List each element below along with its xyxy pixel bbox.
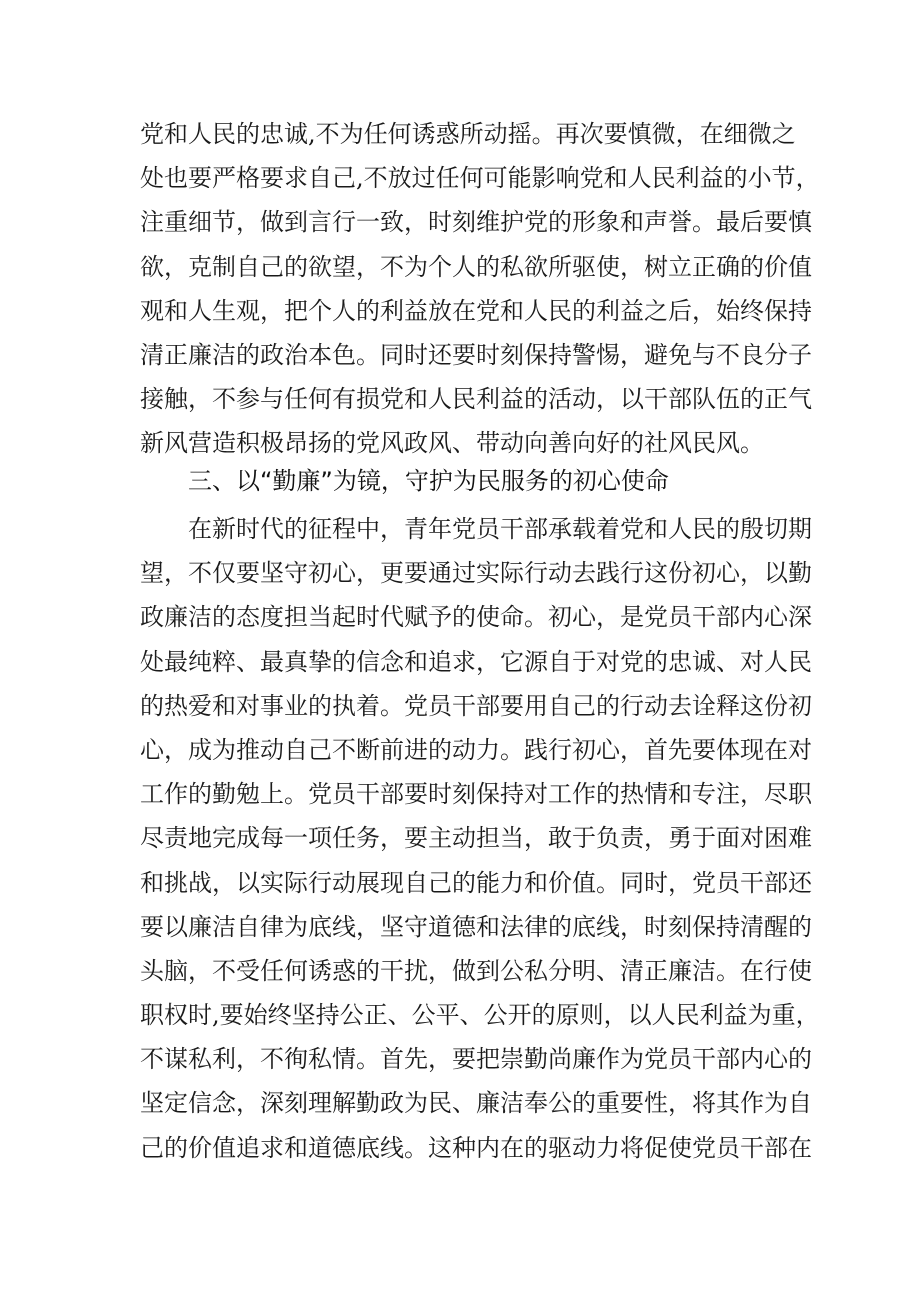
paragraph-line: 处也要严格要求自己,不放过任何可能影响党和人民利益的小节， [140, 164, 820, 193]
paragraph-line: 的热爱和对事业的执着。党员干部要用自己的行动去诠释这份初 [140, 691, 812, 720]
paragraph-line: 观和人生观，把个人的利益放在党和人民的利益之后，始终保持 [140, 296, 812, 325]
paragraph-line: 新风营造积极昂扬的党风政风、带动向善向好的社风民风。 [140, 429, 764, 458]
paragraph-line: 在新时代的征程中，青年党员干部承载着党和人民的殷切期 [188, 515, 812, 543]
paragraph-line: 接触，不参与任何有损党和人民利益的活动，以干部队伍的正气 [140, 385, 812, 414]
paragraph-line: 政廉洁的态度担当起时代赋予的使命。初心，是党员干部内心深 [140, 603, 812, 632]
paragraph-line: 职权时,要始终坚持公正、公平、公开的原则，以人民利益为重， [140, 1001, 820, 1030]
section-heading: 三、以“勤廉”为镜，守护为民服务的初心使命 [188, 467, 669, 495]
section-paragraph [140, 507, 820, 1170]
paragraph-line: 心，成为推动自己不断前进的动力。践行初心，首先要体现在对 [140, 735, 812, 764]
paragraph-line: 坚定信念，深刻理解勤政为民、廉洁奉公的重要性，将其作为自 [140, 1089, 812, 1118]
paragraph-line: 欲，克制自己的欲望，不为个人的私欲所驱使，树立正确的价值 [140, 252, 812, 281]
paragraph-line: 望，不仅要坚守初心，更要通过实际行动去践行这份初心，以勤 [140, 559, 812, 588]
paragraph-line: 党和人民的忠诚,不为任何诱惑所动摇。再次要慎微，在细微之 [140, 120, 796, 148]
paragraph-line: 己的价值追求和道德底线。这种内在的驱动力将促使党员干部在 [140, 1133, 812, 1162]
paragraph-line: 注重细节，做到言行一致，时刻维护党的形象和声誉。最后要慎 [140, 208, 812, 237]
paragraph-continuation [140, 112, 820, 466]
paragraph-line: 清正廉洁的政治本色。同时还要时刻保持警惕，避免与不良分子 [140, 340, 812, 369]
paragraph-line: 头脑，不受任何诱惑的干扰，做到公私分明、清正廉洁。在行使 [140, 956, 812, 985]
paragraph-line: 处最纯粹、最真挚的信念和追求，它源自于对党的忠诚、对人民 [140, 647, 812, 676]
paragraph-line: 不谋私利，不徇私情。首先，要把崇勤尚廉作为党员干部内心的 [140, 1045, 812, 1074]
paragraph-line: 和挑战，以实际行动展现自己的能力和价值。同时，党员干部还 [140, 868, 812, 897]
paragraph-line: 要以廉洁自律为底线，坚守道德和法律的底线，时刻保持清醒的 [140, 912, 812, 941]
paragraph-line: 工作的勤勉上。党员干部要时刻保持对工作的热情和专注，尽职 [140, 780, 812, 809]
paragraph-line: 尽责地完成每一项任务，要主动担当，敢于负责，勇于面对困难 [140, 824, 812, 853]
